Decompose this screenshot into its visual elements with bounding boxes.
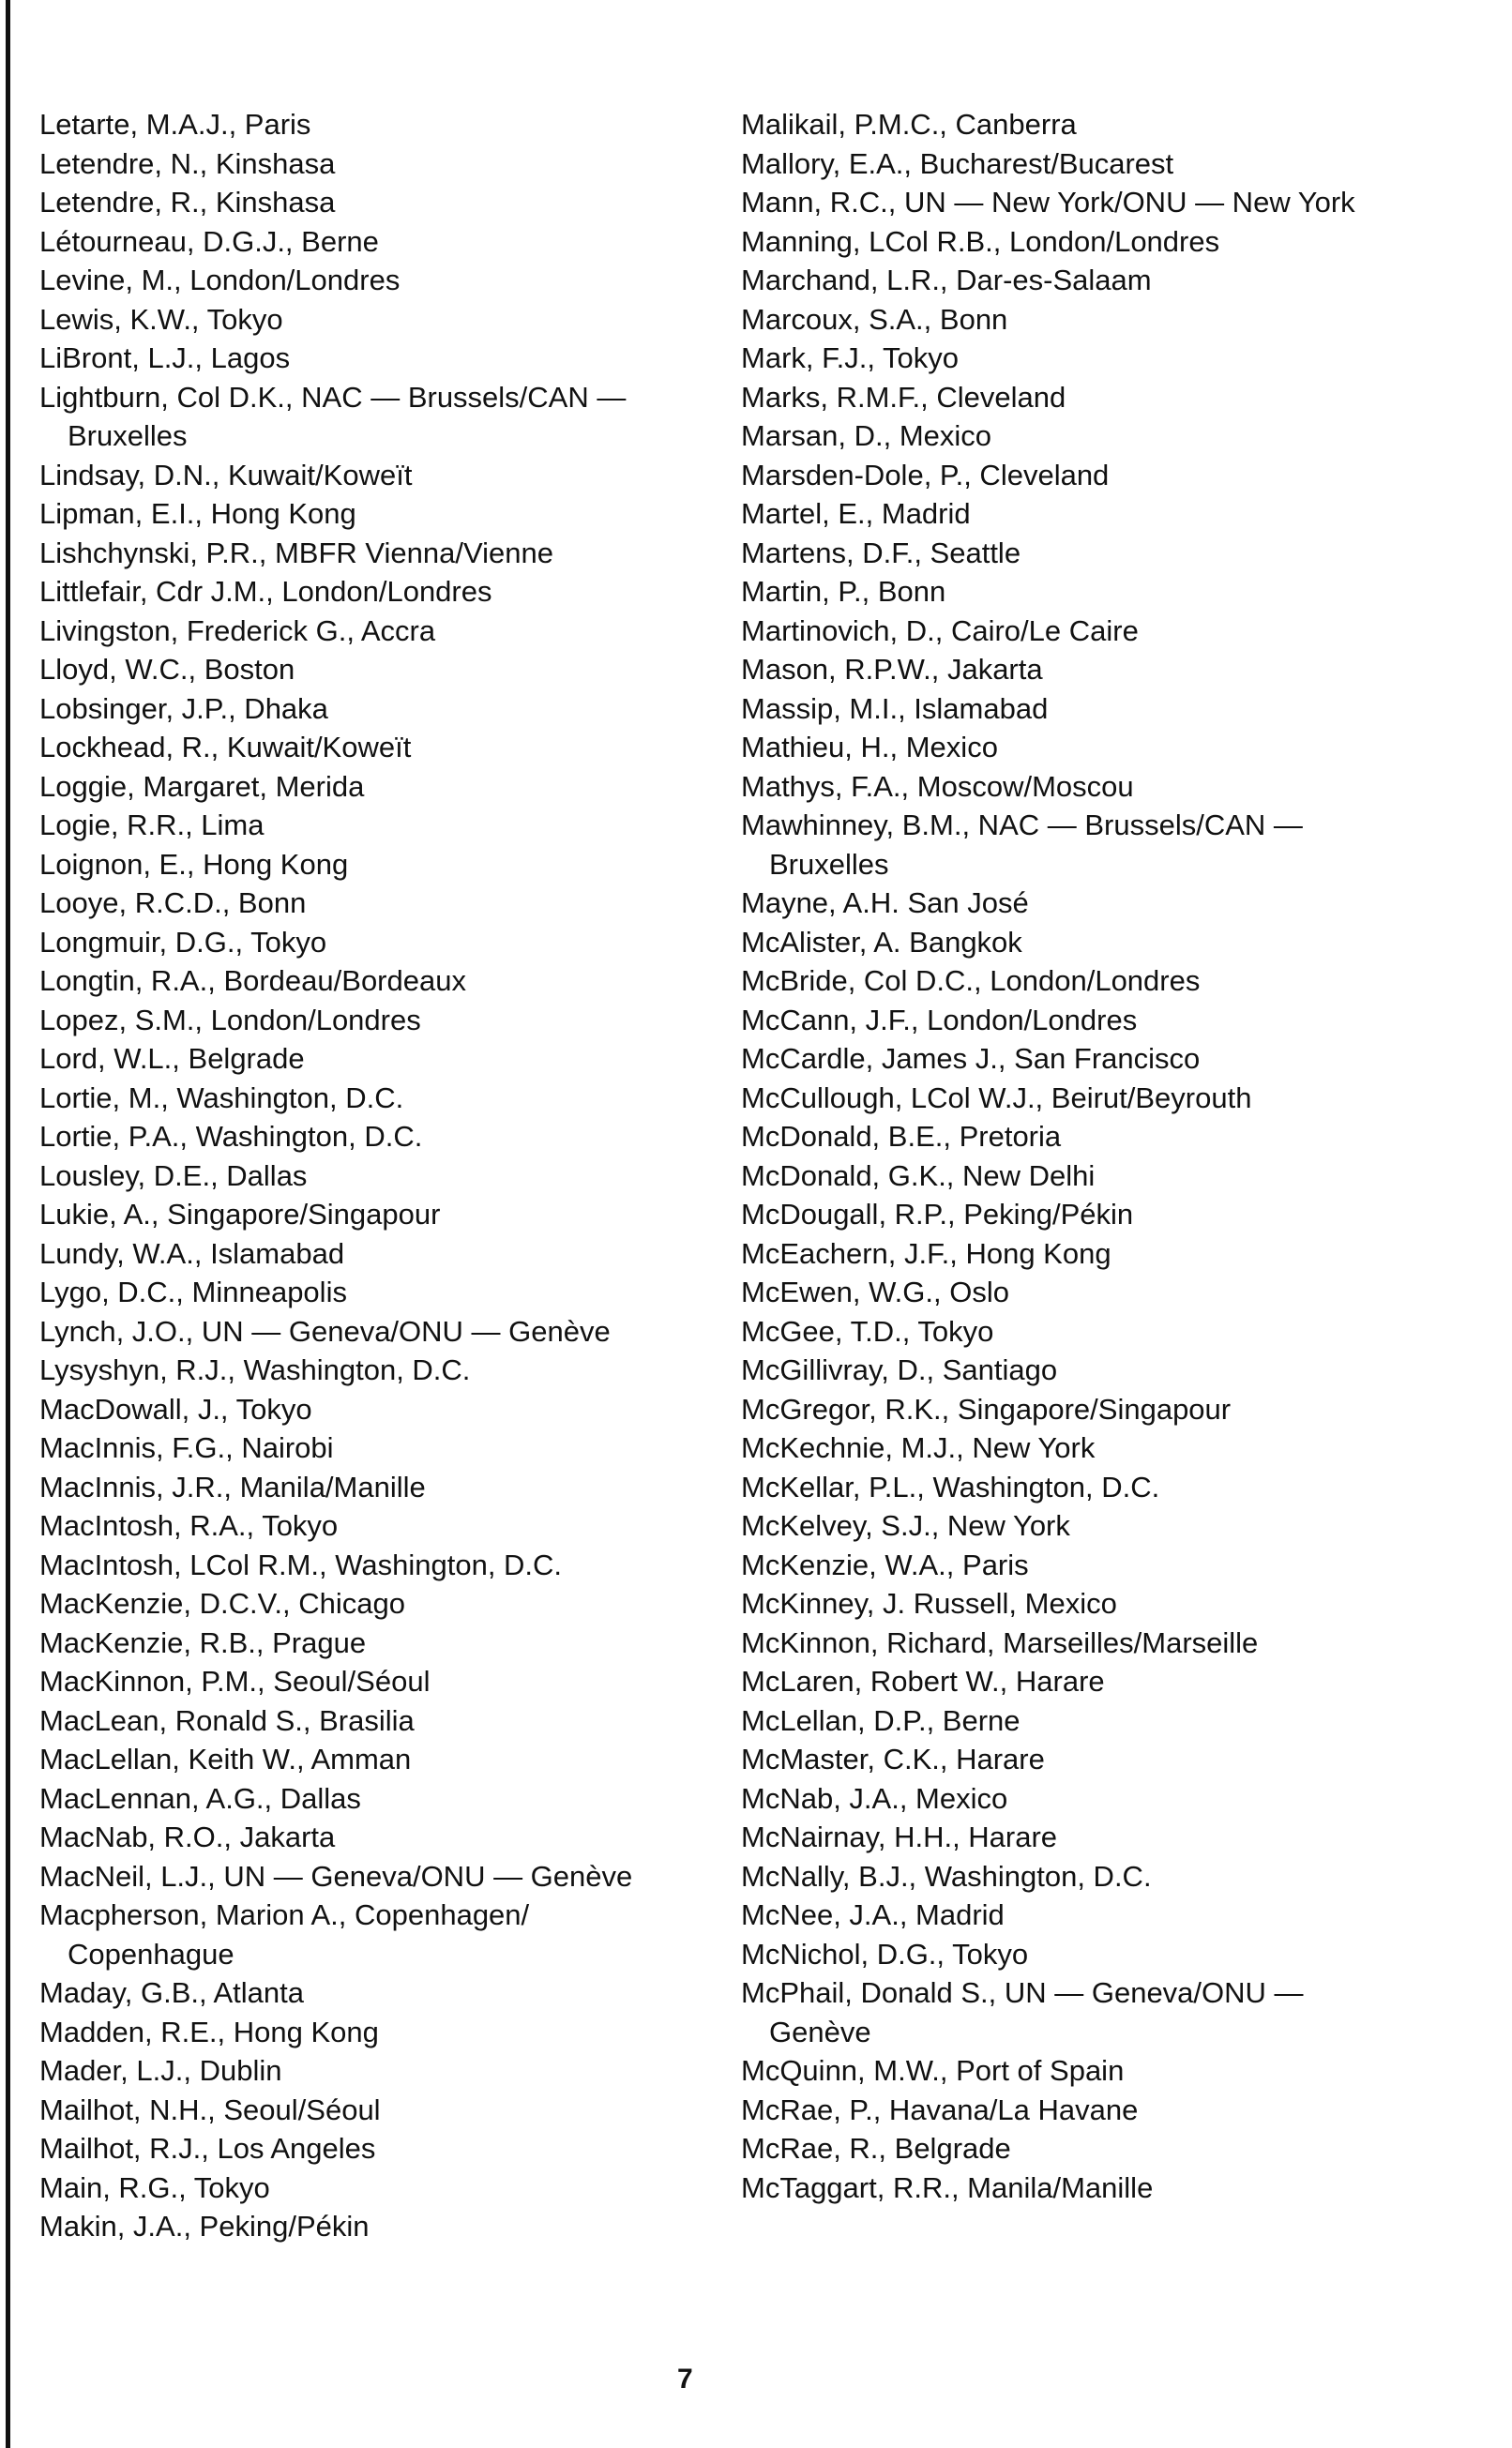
directory-entry: Letendre, R., Kinshasa <box>39 186 336 219</box>
directory-entry: Lousley, D.E., Dallas <box>39 1158 308 1192</box>
directory-entry: Longmuir, D.G., Tokyo <box>39 925 327 959</box>
page-left-border <box>6 0 10 2448</box>
directory-entry: Lopez, S.M., London/Londres <box>39 1003 421 1036</box>
directory-entry: Lysyshyn, R.J., Washington, D.C. <box>39 1353 471 1386</box>
directory-entry: Lynch, J.O., UN — Geneva/ONU — Genève <box>39 1314 611 1348</box>
directory-entry: Letendre, N., Kinshasa <box>39 146 336 180</box>
directory-entry: MacKinnon, P.M., Seoul/Séoul <box>39 1665 431 1698</box>
directory-entry: MacKenzie, R.B., Prague <box>39 1625 367 1659</box>
page-number: 7 <box>677 2364 693 2395</box>
directory-entry: McEwen, W.G., Oslo <box>741 1276 1009 1308</box>
directory-entry: McLellan, D.P., Berne <box>741 1703 1021 1737</box>
directory-entry: McMaster, C.K., Harare <box>741 1743 1045 1776</box>
directory-entry: Letarte, M.A.J., Paris <box>39 108 311 141</box>
directory-entry: MacIntosh, R.A., Tokyo <box>39 1509 339 1542</box>
directory-entry: McBride, Col D.C., London/Londres <box>741 964 1201 997</box>
directory-entry: Looye, R.C.D., Bonn <box>39 886 307 919</box>
directory-entry: Levine, M., London/Londres <box>39 264 401 296</box>
directory-entry: McEachern, J.F., Hong Kong <box>741 1236 1111 1270</box>
directory-entry: Mathys, F.A., Moscow/Moscou <box>741 769 1134 803</box>
directory-entry: Lord, W.L., Belgrade <box>39 1042 305 1075</box>
directory-entry: Martin, P., Bonn <box>741 575 946 608</box>
directory-entry: MacIntosh, LCol R.M., Washington, D.C. <box>39 1548 563 1581</box>
directory-entry: Lipman, E.I., Hong Kong <box>39 497 356 530</box>
directory-entry: McKelvey, S.J., New York <box>741 1509 1070 1542</box>
directory-entry: Lindsay, D.N., Kuwait/Koweït <box>39 458 413 491</box>
directory-entry: Macpherson, Marion A., Copenhagen/ Copenhague <box>39 1898 530 1971</box>
directory-entry: McPhail, Donald S., UN — Geneva/ONU — Genève <box>741 1976 1304 2048</box>
directory-entry: Lygo, D.C., Minneapolis <box>39 1276 347 1308</box>
directory-entry: Loignon, E., Hong Kong <box>39 847 349 881</box>
directory-entry: MacNab, R.O., Jakarta <box>39 1821 336 1853</box>
directory-entry: Martens, D.F., Seattle <box>741 536 1021 569</box>
directory-entry: Lishchynski, P.R., MBFR Vienna/Vienne <box>39 536 553 569</box>
directory-entry: Marchand, L.R., Dar-es-Salaam <box>741 264 1152 296</box>
directory-entry: Maday, G.B., Atlanta <box>39 1976 305 2009</box>
directory-entry: Livingston, Frederick G., Accra <box>39 613 436 647</box>
directory-entry: Lortie, M., Washington, D.C. <box>39 1080 404 1114</box>
directory-entry: Loggie, Margaret, Merida <box>39 769 365 803</box>
directory-entry: McGillivray, D., Santiago <box>741 1353 1058 1386</box>
directory-entry: LiBront, L.J., Lagos <box>39 341 291 374</box>
directory-entry: McDougall, R.P., Peking/Pékin <box>741 1198 1134 1231</box>
directory-entry: McLaren, Robert W., Harare <box>741 1665 1105 1698</box>
directory-entry: MacKenzie, D.C.V., Chicago <box>39 1587 405 1620</box>
directory-entry: Mailhot, N.H., Seoul/Séoul <box>39 2093 381 2126</box>
directory-entry: McKinney, J. Russell, Mexico <box>741 1587 1117 1620</box>
directory-entry: McRae, R., Belgrade <box>741 2132 1011 2165</box>
directory-entry: Lukie, A., Singapore/Singapour <box>39 1198 441 1231</box>
directory-entry: Marks, R.M.F., Cleveland <box>741 380 1066 414</box>
directory-entry: Lloyd, W.C., Boston <box>39 653 295 686</box>
directory-entry: Madden, R.E., Hong Kong <box>39 2015 379 2048</box>
directory-entry: Lortie, P.A., Washington, D.C. <box>39 1120 423 1153</box>
directory-entry: Lewis, K.W., Tokyo <box>39 302 283 336</box>
directory-entry: Mailhot, R.J., Los Angeles <box>39 2132 376 2165</box>
directory-entry: Logie, R.R., Lima <box>39 808 265 841</box>
directory-entry: Littlefair, Cdr J.M., London/Londres <box>39 575 492 608</box>
directory-entry: Longtin, R.A., Bordeau/Bordeaux <box>39 964 466 997</box>
directory-entry: MacInnis, F.G., Nairobi <box>39 1431 334 1464</box>
directory-entry: Lockhead, R., Kuwait/Koweït <box>39 731 412 763</box>
directory-entry: MacLellan, Keith W., Amman <box>39 1743 412 1776</box>
directory-entry: McNee, J.A., Madrid <box>741 1898 1005 1931</box>
directory-entry: Makin, J.A., Peking/Pékin <box>39 2210 370 2243</box>
directory-entry: Marsden-Dole, P., Cleveland <box>741 458 1110 491</box>
directory-entry: McQuinn, M.W., Port of Spain <box>741 2054 1125 2087</box>
directory-entry: Marsan, D., Mexico <box>741 419 992 452</box>
right-column-list <box>741 105 1398 2207</box>
directory-entry: McNairnay, H.H., Harare <box>741 1821 1058 1853</box>
directory-entry: MacLennan, A.G., Dallas <box>39 1781 361 1815</box>
directory-entry: McGee, T.D., Tokyo <box>741 1314 994 1348</box>
directory-entry: Martinovich, D., Cairo/Le Caire <box>741 613 1139 647</box>
directory-entry: McDonald, B.E., Pretoria <box>741 1120 1062 1153</box>
directory-entry: Mayne, A.H. San José <box>741 886 1029 919</box>
left-column-list <box>39 105 696 2246</box>
directory-entry: MacLean, Ronald S., Brasilia <box>39 1703 415 1737</box>
directory-entry: McAlister, A. Bangkok <box>741 925 1022 959</box>
directory-entry: Mader, L.J., Dublin <box>39 2054 282 2087</box>
directory-entry: McKechnie, M.J., New York <box>741 1431 1096 1464</box>
directory-entry: McNichol, D.G., Tokyo <box>741 1937 1029 1971</box>
directory-entry: McCullough, LCol W.J., Beirut/Beyrouth <box>741 1080 1252 1114</box>
directory-entry: McKenzie, W.A., Paris <box>741 1548 1029 1581</box>
directory-entry: Mallory, E.A., Bucharest/Bucarest <box>741 146 1174 180</box>
directory-entry: Malikail, P.M.C., Canberra <box>741 108 1077 141</box>
directory-entry: Martel, E., Madrid <box>741 497 971 530</box>
directory-entry: McKellar, P.L., Washington, D.C. <box>741 1470 1160 1504</box>
directory-entry: Marcoux, S.A., Bonn <box>741 302 1008 336</box>
directory-entry: Mawhinney, B.M., NAC — Brussels/CAN — Bruxelles <box>741 808 1303 881</box>
directory-entry: McCann, J.F., London/Londres <box>741 1003 1138 1036</box>
directory-entry: Létourneau, D.G.J., Berne <box>39 224 379 258</box>
directory-entry: McNally, B.J., Washington, D.C. <box>741 1859 1152 1893</box>
directory-entry: Mathieu, H., Mexico <box>741 731 998 763</box>
directory-entry: MacNeil, L.J., UN — Geneva/ONU — Genève <box>39 1859 633 1893</box>
directory-entry: McDonald, G.K., New Delhi <box>741 1158 1096 1192</box>
directory-entry: MacInnis, J.R., Manila/Manille <box>39 1470 426 1504</box>
directory-entry: Mason, R.P.W., Jakarta <box>741 653 1043 686</box>
directory-entry: Lobsinger, J.P., Dhaka <box>39 691 328 725</box>
directory-entry: Manning, LCol R.B., London/Londres <box>741 224 1220 258</box>
directory-entry: McKinnon, Richard, Marseilles/Marseille <box>741 1625 1259 1659</box>
directory-entry: McGregor, R.K., Singapore/Singapour <box>741 1392 1232 1426</box>
directory-entry: Main, R.G., Tokyo <box>39 2170 270 2204</box>
directory-entry: McNab, J.A., Mexico <box>741 1781 1008 1815</box>
directory-entry: McRae, P., Havana/La Havane <box>741 2093 1139 2126</box>
directory-entry: Massip, M.I., Islamabad <box>741 691 1049 725</box>
directory-entry: McCardle, James J., San Francisco <box>741 1042 1201 1075</box>
directory-entry: MacDowall, J., Tokyo <box>39 1392 312 1426</box>
directory-entry: Lundy, W.A., Islamabad <box>39 1236 345 1270</box>
directory-entry: McTaggart, R.R., Manila/Manille <box>741 2170 1154 2204</box>
directory-entry: Mann, R.C., UN — New York/ONU — New York <box>741 186 1355 219</box>
directory-entry: Mark, F.J., Tokyo <box>741 341 959 374</box>
directory-entry: Lightburn, Col D.K., NAC — Brussels/CAN — Bruxelles <box>39 380 627 452</box>
